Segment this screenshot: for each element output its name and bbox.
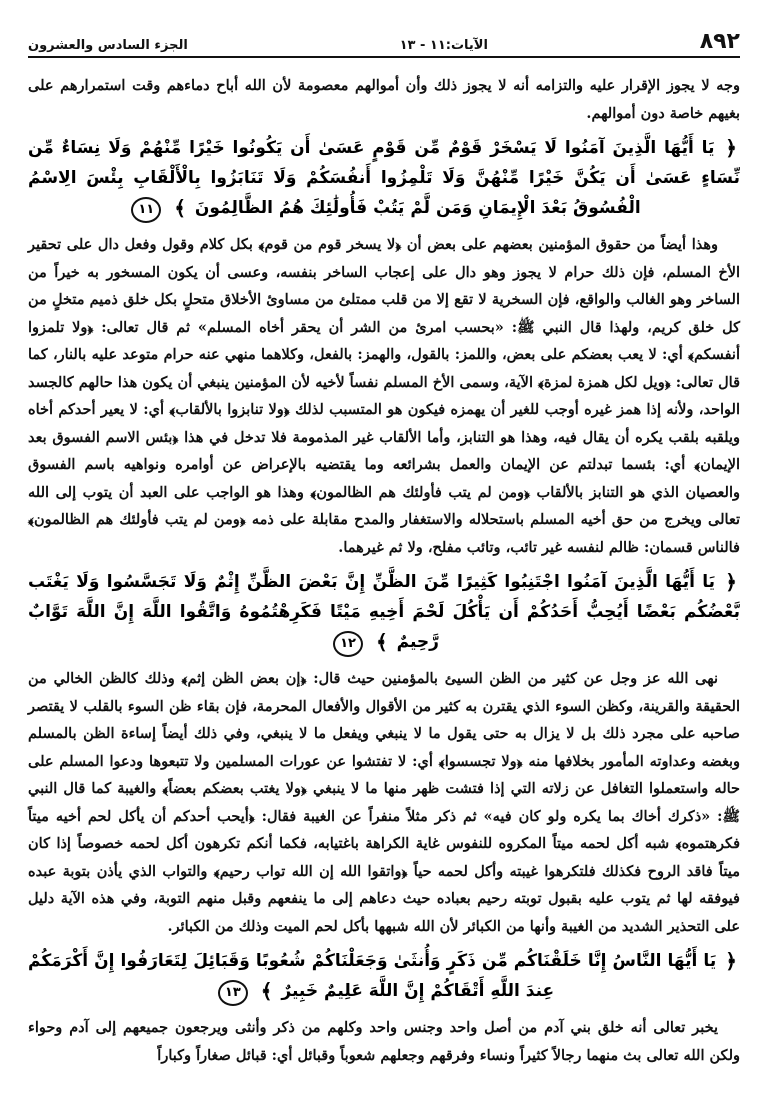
page-number: ٨٩٢ <box>699 29 740 54</box>
page-header <box>28 30 740 58</box>
paragraph-4: يخبر تعالى أنه خلق بني آدم من أصل واحد وجنس واحد وكلهم من ذكر وأنثى ويرجعون جميعهم إلى آدم وحواء ولكن الله تعالى بث منهما رجالاً كثيراً ونساء وفرقهم وجعلهم شعوباً وقبائل أي: قبائل صغاراً وكباراً <box>28 1019 740 1064</box>
verse-open-ornament: ﴿ <box>725 570 738 594</box>
verse-open-ornament: ﴿ <box>725 949 737 973</box>
verse-12-text: يَا أَيُّهَا الَّذِينَ آمَنُوا اجْتَنِبُوا كَثِيرًا مِّنَ الظَّنِّ إِنَّ بَعْضَ الظَّنِّ إِثْمٌ وَلَا تَجَسَّسُوا وَلَا يَغْتَب بَّعْضُكُم بَعْضًا أَيُحِبُّ أَحَدُكُمْ أَن يَأْكُلَ لَحْمَ أَخِيهِ مَيْتًا فَكَرِهْتُمُوهُ وَاتَّقُوا اللَّهَ إِنَّ اللَّهَ تَوَّابٌ رَّحِيمٌ <box>28 572 740 652</box>
verse-11 <box>28 133 740 223</box>
ayah-number-11: ١١ <box>131 197 161 223</box>
verse-open-ornament: ﴿ <box>725 136 737 160</box>
paragraph-3: نهى الله عز وجل عن كثير من الظن السيئ بالمؤمنين حيث قال: ﴿إن بعض الظن إثم﴾ وذلك كالظن الخالي من الحقيقة والقرينة، وكظن السوء الذي يقترن به كثير من الأقوال والأفعال المحرمة، فإن بقاء ظن السوء بالقلب لا يقتصر صاحبه على مجرد ذلك بل لا يزال به حتى يقول ما لا ينبغي ويفعل ما لا ينبغي، وفي ذلك أيضاً إساءة الظن بالمسلم وبغضه وعداوته المأمور بخلافها منه ﴿ولا تجسسوا﴾ أي: لا تفتشوا عن عورات المسلمين ولا تتبعوها ودعوا المسلم على حاله واستعملوا التغافل عن زلاته التي إذا فتشت ظهر منها ما لا ينبغي ﴿ولا يغتب بعضكم بعضاً﴾ والغيبة كما قال النبي ﷺ: «ذكرك أخاك بما يكره ولو كان فيه» ثم ذكر مثلاً منفراً عن الغيبة فقال: ﴿أيحب أحدكم أن يأكل لحم أخيه ميتاً فكرهتموه﴾ شبه أكل لحمه ميتاً المكروه للنفوس غاية الكراهة باغتيابه، فكما أنكم تكرهون أكل لحمه خصوصاً إذا كان ميتاً فاقد الروح فكذلك فلتكرهوا غيبته وأكل لحمه حياً ﴿واتقوا الله إن الله تواب رحيم﴾ والتواب الذي يأذن بتوبة عبده فيوفقه لها ثم يتوب عليه بقبول توبته رحيم بعباده حيث دعاهم إلى ما ينفعهم وقبل منهم التوبة، وفي هذه الآية دليل على التحذير الشديد من الغيبة وأنها من الكبائر لأن الله شبهها بأكل لحم الميت وذلك من الكبائر. <box>28 670 740 935</box>
paragraph-1: وجه لا يجوز الإقرار عليه والتزامه أنه لا يجوز ذلك وأن أموالهم معصومة لأن الله أباح دماءهم وقت استمرارهم على بغيهم خاصة دون أموالهم. <box>28 77 740 122</box>
verse-close-ornament: ﴾ <box>174 196 186 220</box>
ayat-range: الآيات:١١ - ١٣ <box>399 38 488 53</box>
page-content <box>28 72 740 1069</box>
ayah-number-13: ١٣ <box>218 980 248 1006</box>
verse-13 <box>28 946 740 1006</box>
part-title: الجزء السادس والعشرون <box>28 38 188 53</box>
verse-close-ornament: ﴾ <box>260 979 273 1003</box>
paragraph-2: وهذا أيضاً من حقوق المؤمنين بعضهم على بعض أن ﴿لا يسخر قوم من قوم﴾ بكل كلام وقول وفعل دال على تحقير الأخ المسلم، فإن ذلك حرام لا يجوز وهو دال على إعجاب الساخر بنفسه، وعسى أن يكون المسخور به خيراً من الساخر وهو الغالب والواقع، فإن السخرية لا تقع إلا من قلب ممتلئ من مساوئ الأخلاق متحلٍ بكل خلق ذميم متخلٍ من كل خلق كريم، ولهذا قال النبي ﷺ: «بحسب امرئ من الشر أن يحقر أخاه المسلم» ثم قال تعالى: ﴿ولا تلمزوا أنفسكم﴾ أي: لا يعب بعضكم على بعض، واللمز: بالقول، والهمز: بالفعل، وكلاهما منهي عنه حرام متوعد عليه بالنار، كما قال تعالى: ﴿ويل لكل همزة لمزة﴾ الآية، وسمى الأخ المسلم نفساً لأخيه لأن المؤمنين ينبغي أن يكون هذا حالهم كالجسد الواحد، ولأنه إذا همز غيره أوجب للغير أن يهمزه فيكون هو المتسبب لذلك ﴿ولا تنابزوا بالألقاب﴾ أي: لا يعير أحدكم أخاه ويلقبه بلقب يكره أن يقال فيه، وهذا هو التنابز، وأما الألقاب غير المذمومة فلا تدخل في هذا ﴿بئس الاسم الفسوق بعد الإيمان﴾ أي: بئسما تبدلتم عن الإيمان والعمل بشرائعه وما يقتضيه بالإعراض عن أوامره ونواهيه باسم الفسوق والعصيان الذي هو التنابز بالألقاب ﴿ومن لم يتب فأولئك هم الظالمون﴾ وهذا هو الواجب على العبد أن يتوب إلى الله تعالى ويخرج من حق أخيه المسلم باستحلاله والاستغفار والمدح مقابلة على ذمه ﴿ومن لم يتب فأولئك هم الظالمون﴾ فالناس قسمان: ظالم لنفسه غير تائب، وتائب مفلح، ولا ثم غيرهما. <box>28 236 740 556</box>
ayah-number-12: ١٢ <box>333 631 363 657</box>
verse-13-text: يَا أَيُّهَا النَّاسُ إِنَّا خَلَقْنَاكُم مِّن ذَكَرٍ وَأُنثَىٰ وَجَعَلْنَاكُمْ شُعُوبًا وَقَبَائِلَ لِتَعَارَفُوا إِنَّ أَكْرَمَكُمْ عِندَ اللَّهِ أَتْقَاكُمْ إِنَّ اللَّهَ عَلِيمٌ خَبِيرٌ <box>28 951 717 1001</box>
verse-close-ornament: ﴾ <box>375 630 388 654</box>
verse-11-text: يَا أَيُّهَا الَّذِينَ آمَنُوا لَا يَسْخَرْ قَوْمٌ مِّن قَوْمٍ عَسَىٰ أَن يَكُونُوا خَيْرًا مِّنْهُمْ وَلَا نِسَاءٌ مِّن نِّسَاءٍ عَسَىٰ أَن يَكُنَّ خَيْرًا مِّنْهُنَّ وَلَا تَلْمِزُوا أَنفُسَكُمْ وَلَا تَنَابَزُوا بِالْأَلْقَابِ بِئْسَ الِاسْمُ الْفُسُوقُ بَعْدَ الْإِيمَانِ وَمَن لَّمْ يَتُبْ فَأُولَٰئِكَ هُمُ الظَّالِمُونَ <box>28 138 740 218</box>
verse-12 <box>28 567 740 657</box>
